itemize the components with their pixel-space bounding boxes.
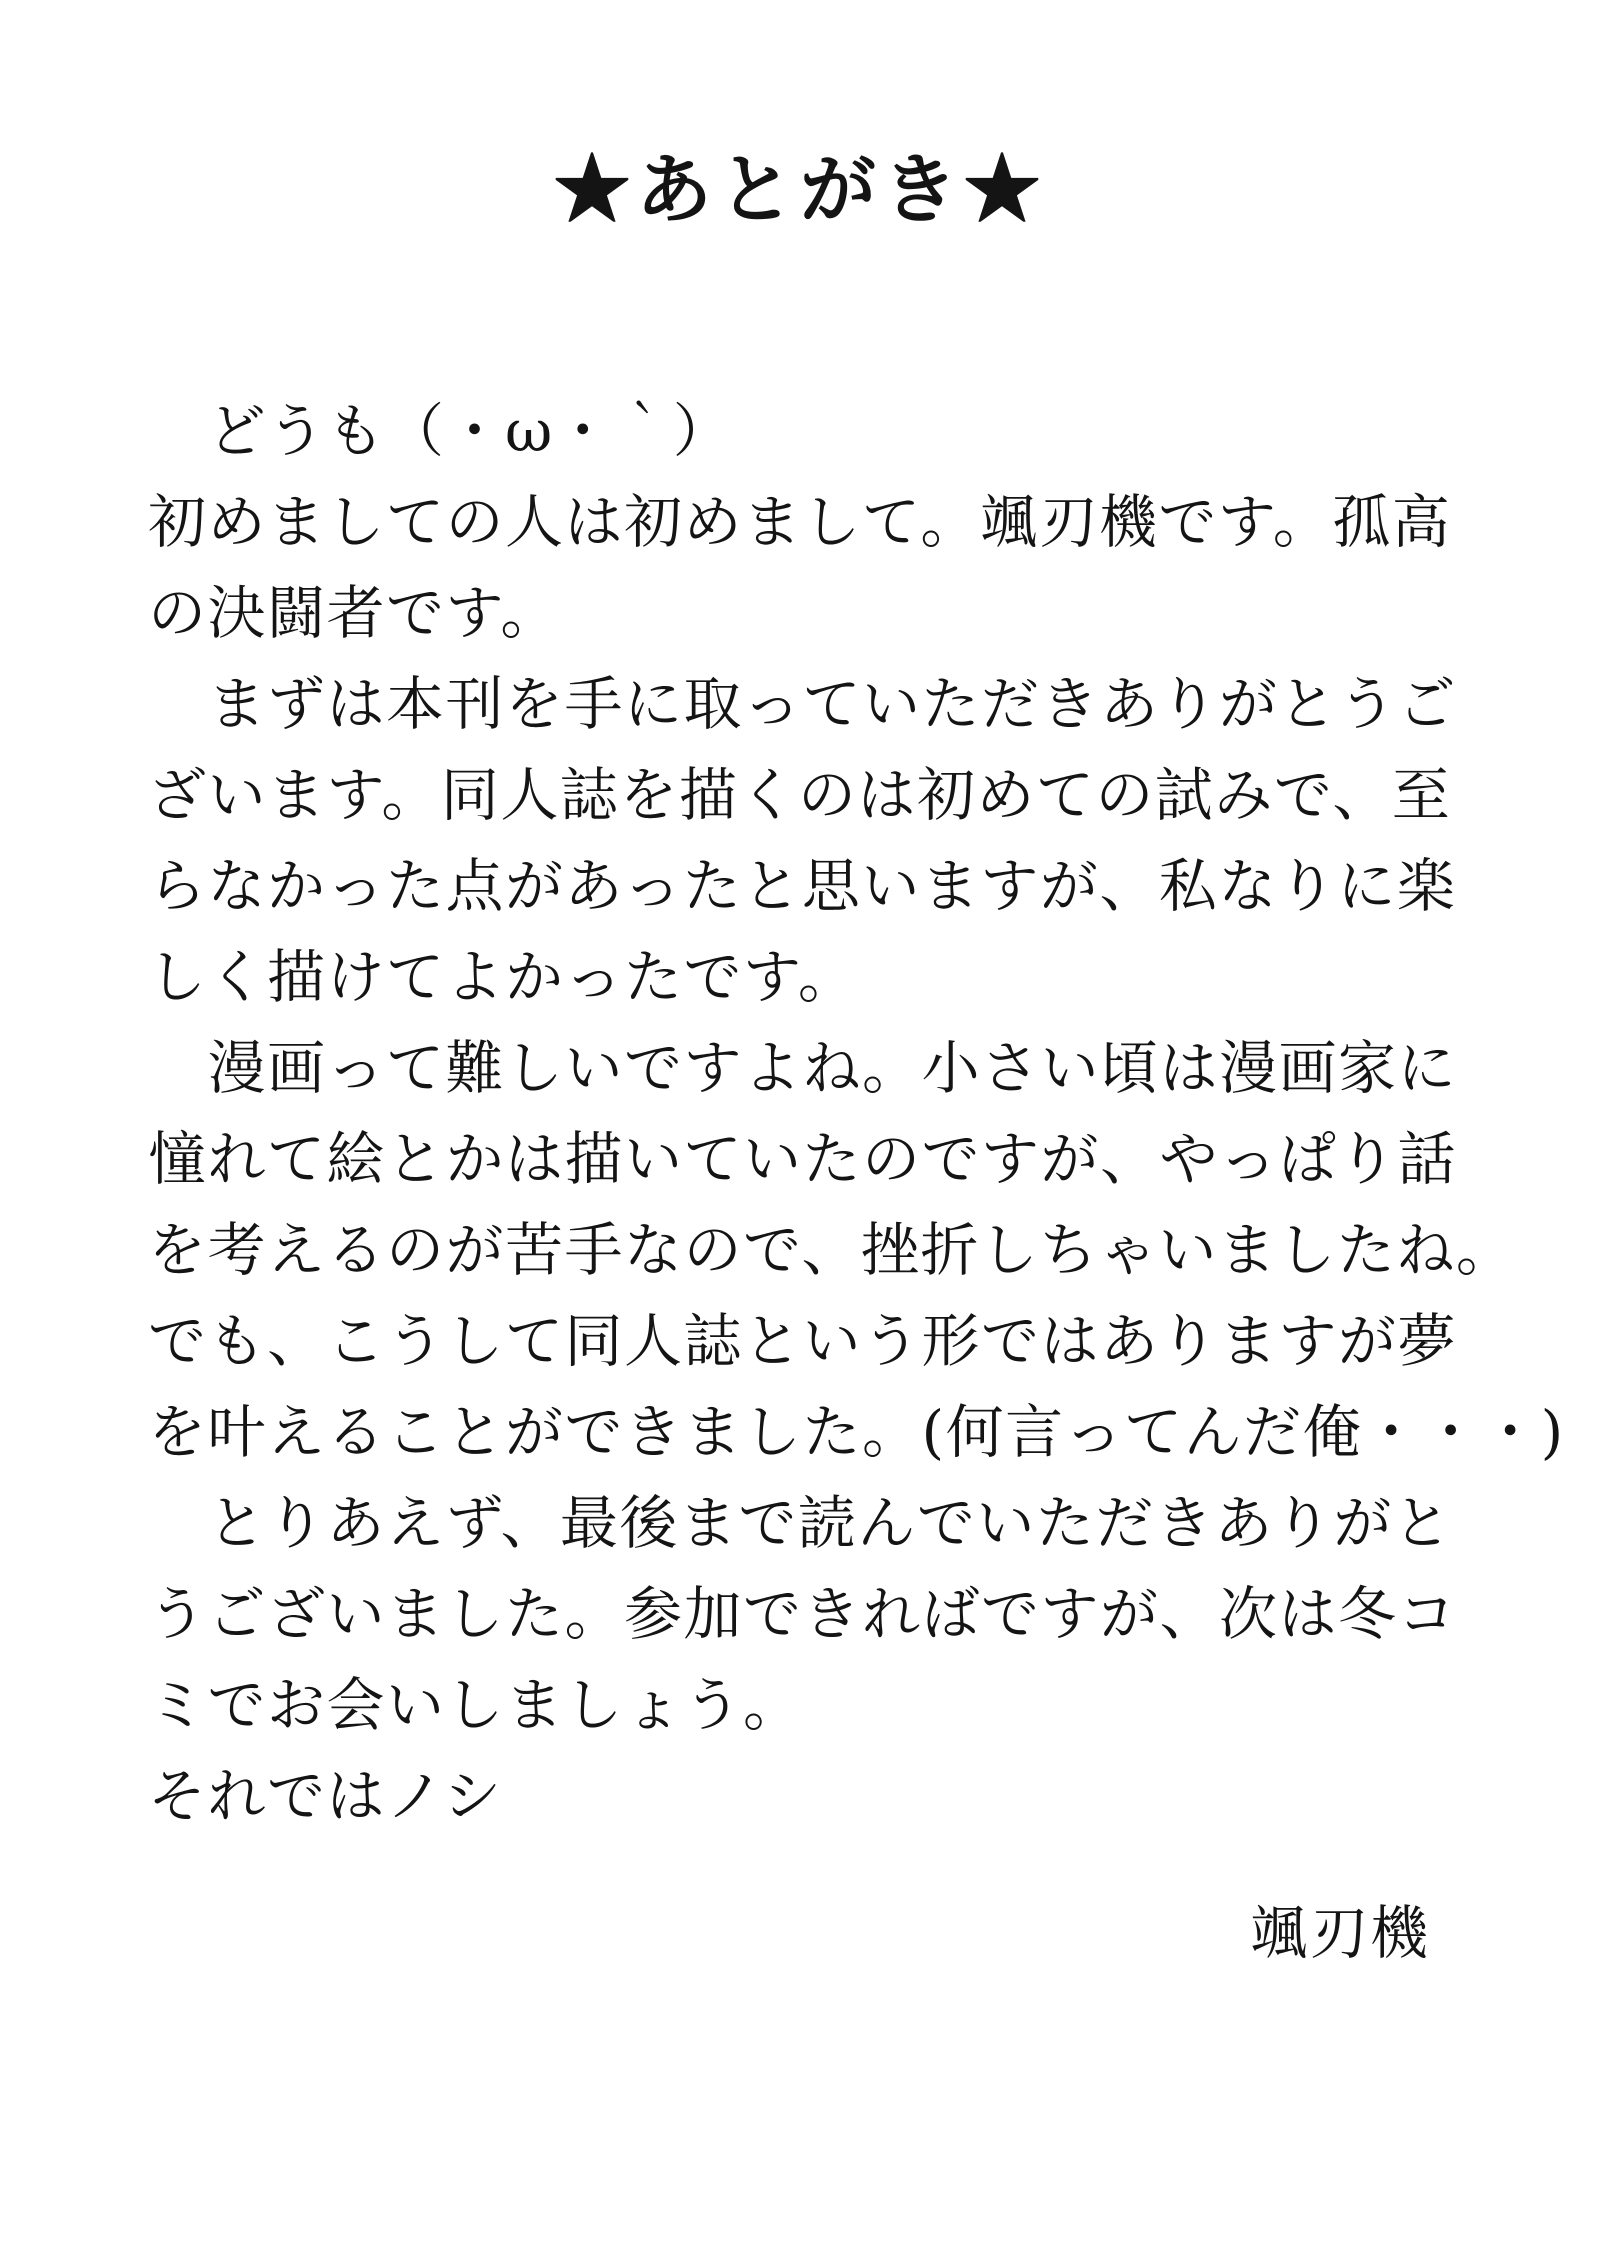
page-title: ★あとがき★ [554,145,1046,234]
text-line: を叶えることができました。(何言ってんだ俺・・・) [148,1398,1565,1466]
text-line: 憧れて絵とかは描いていたのですが、やっぱり話 [148,1125,1458,1193]
text-line: 漫画って難しいですよね。小さい頃は漫画家に [148,1034,1458,1102]
afterword-body [0,386,1600,1842]
author-signature: 颯刃機 [1249,1899,1430,1967]
text-line: うございました。参加できればですが、次は冬コ [148,1580,1458,1648]
text-line: しく描けてよかったです。 [148,943,858,1011]
text-line: 初めましての人は初めまして。颯刃機です。孤高 [148,488,1452,556]
text-line-greeting: どうも（・ω・｀） [148,397,733,465]
text-line: ミでお会いしましょう。 [148,1671,803,1739]
text-line: まずは本刊を手に取っていただきありがとうご [148,670,1458,738]
text-line-farewell: それではノシ [148,1762,503,1830]
text-line: の決闘者です。 [148,579,560,647]
text-line: でも、こうして同人誌という形ではありますが夢 [148,1307,1458,1375]
text-line: を考えるのが苦手なので、挫折しちゃいましたね。 [148,1216,1516,1284]
text-line: とりあえず、最後まで読んでいただきありがと [148,1489,1453,1557]
text-line: ざいます。同人誌を描くのは初めての試みで、至 [148,761,1452,829]
text-line: らなかった点があったと思いますが、私なりに楽 [148,852,1457,920]
